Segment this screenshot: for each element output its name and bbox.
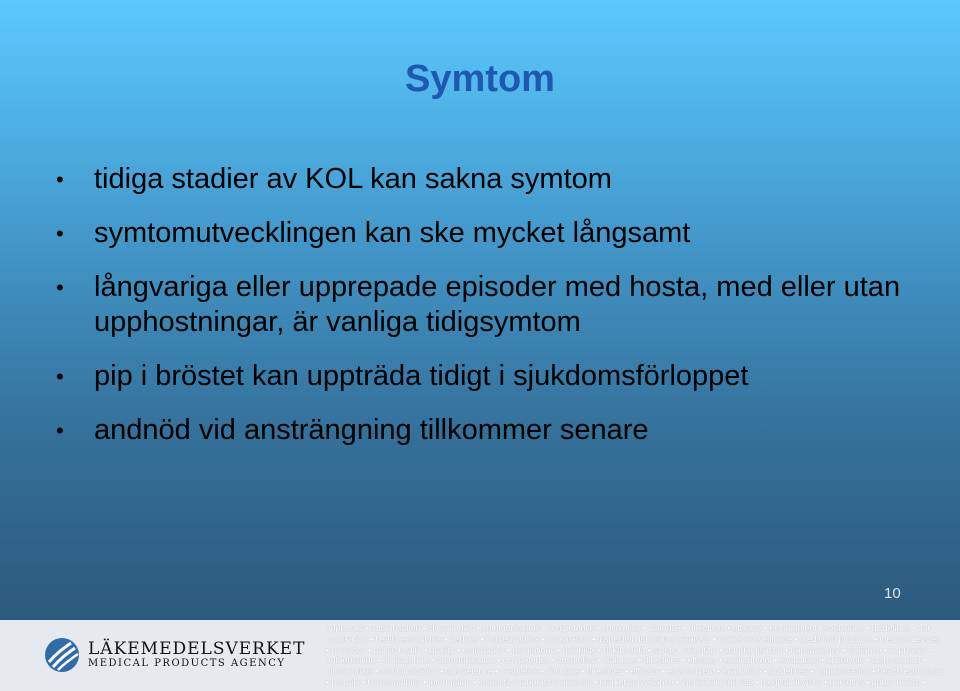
page-number: 10 [884,585,901,602]
agency-emblem-icon [44,637,80,673]
logo-name: LÄKEMEDELSVERKET [88,639,306,659]
tag-line: • herbals • homeopathics • information • inspection laboratory analysis • market surveillance • medicinal products • medical devices • narcotics • public health • [326,676,926,687]
footer [0,620,960,691]
bullet-text: andnöd vid ansträngning tillkommer senare [94,414,649,446]
bullet-dot-icon: • [56,364,64,389]
bullet-text: pip i bröstet kan uppträda tidigt i sjukdomsförloppet [94,360,749,392]
bullet-text: långvariga eller upprepade episoder med hosta, med eller utan upphostningar, är vanliga tidigsymtom [94,271,901,338]
bullet-item [56,216,916,251]
tag-line: monisation • health economics • herbals • homeopathics • information • inspection laboratory analysis • market surveillance • medicinal products • medical devices [326,633,941,644]
tag-line: clinical trials • communication • competence • cosmetics • dialogue • directives • efficacy • environment • evaluation • guidelines • harmonisation • health economics [326,666,945,677]
bullet-dot-icon: • [56,221,64,246]
bullet-text: tidiga stadier av KOL kan sakna symtom [94,163,612,195]
bullet-item [56,413,916,448]
tag-line: • narcotics • public health • quality • registration • regulations • reliability • risk/benefit • safety • scientific • standardisation • transparency • vigilance • approvals • [326,644,932,655]
tag-line: authorisation • clinical trials • communication • competence • cosmetics • dialogue • directives • efficacy • environment • evaluation • approvals • authorisation • [326,655,927,666]
tag-cloud [326,623,960,688]
logo-subtitle: MEDICAL PRODUCTS AGENCY [88,658,286,669]
slide-title: Symtom [405,58,555,100]
bullet-text: symtomutvecklingen kan ske mycket långsamt [94,217,691,249]
bullet-item [56,359,916,394]
tag-line: approvals • authorisation • clinical trials • communication • competence • cosmetics • dialogue • directives • efficacy • environment • evaluation • guidelines • har [326,623,931,633]
bullet-list [56,162,916,467]
bullet-item [56,270,916,340]
bullet-dot-icon: • [56,275,64,300]
bullet-dot-icon: • [56,418,64,443]
bullet-dot-icon: • [56,167,64,192]
bullet-item [56,162,916,197]
agency-logo [44,637,305,673]
